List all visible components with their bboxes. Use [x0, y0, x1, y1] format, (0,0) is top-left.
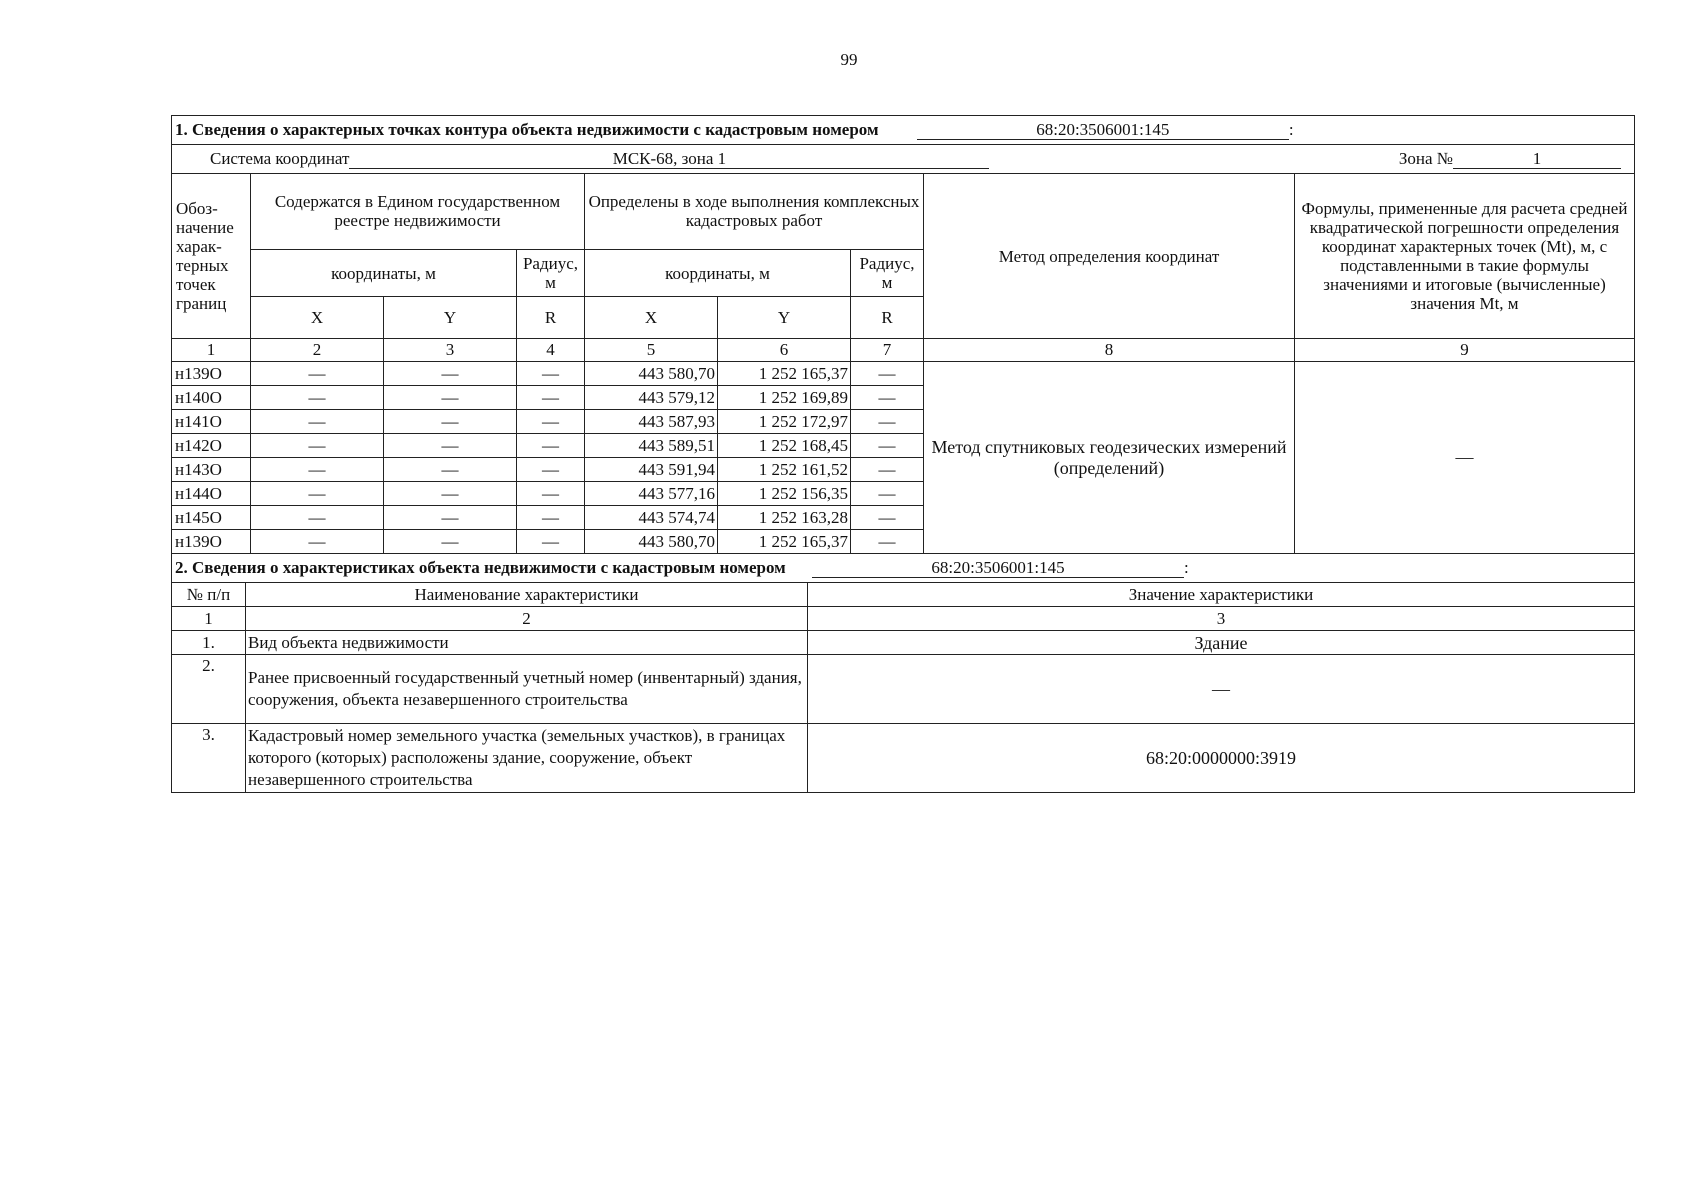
- section2-colon: :: [1184, 558, 1189, 577]
- column-number: 5: [585, 339, 718, 362]
- header-x: X: [585, 297, 718, 339]
- point-x: 443 589,51: [585, 434, 718, 458]
- column-number: 3: [808, 607, 1635, 631]
- column-number: 8: [924, 339, 1295, 362]
- point-name: н145О: [172, 506, 251, 530]
- coord-system-value: МСК-68, зона 1: [349, 150, 989, 169]
- section2-title: 2. Сведения о характеристиках объекта недвижимости с кадастровым номером: [175, 558, 786, 577]
- point-y: 1 252 156,35: [718, 482, 851, 506]
- point-y: 1 252 163,28: [718, 506, 851, 530]
- section1-table: [171, 115, 1635, 554]
- characteristic-value: 68:20:0000000:3919: [808, 724, 1635, 793]
- section2-title-row: [172, 554, 1635, 583]
- header-formulas: Формулы, примененные для расчета средней квадратической погрешности определения координат характерных точек (Mt), м, с подставленными в такие формулы значениями и итоговые (вычисленные) значения Mt, м: [1295, 174, 1635, 339]
- header-egrn-x: X: [251, 297, 384, 339]
- header-coords: координаты, м: [585, 249, 851, 297]
- header-num: № п/п: [172, 583, 246, 607]
- point-name: н141О: [172, 410, 251, 434]
- point-y: 1 252 165,37: [718, 362, 851, 386]
- point-r: —: [851, 434, 924, 458]
- header-determined-group: Определены в ходе выполнения комплексных кадастровых работ: [585, 174, 924, 250]
- point-y: 1 252 172,97: [718, 410, 851, 434]
- point-name: н144О: [172, 482, 251, 506]
- header-r: R: [851, 297, 924, 339]
- row-num: 3.: [172, 724, 246, 793]
- point-x-egrn: —: [251, 434, 384, 458]
- point-x: 443 580,70: [585, 530, 718, 554]
- coord-system-row: [172, 145, 1635, 174]
- section2-cadastral-number: 68:20:3506001:145: [812, 559, 1184, 578]
- header-characteristic-value: Значение характеристики: [808, 583, 1635, 607]
- point-x: 443 577,16: [585, 482, 718, 506]
- point-x-egrn: —: [251, 482, 384, 506]
- formula-value: —: [1295, 362, 1635, 554]
- table-row: [172, 655, 1635, 724]
- point-x-egrn: —: [251, 530, 384, 554]
- point-y-egrn: —: [384, 434, 517, 458]
- point-y-egrn: —: [384, 458, 517, 482]
- characteristic-value: —: [808, 655, 1635, 724]
- table-row: [172, 724, 1635, 793]
- point-x-egrn: —: [251, 506, 384, 530]
- coord-system-label: Система координат: [210, 149, 350, 168]
- point-name: н139О: [172, 530, 251, 554]
- zone: [1399, 149, 1621, 169]
- point-r: —: [851, 482, 924, 506]
- column-number: 1: [172, 339, 251, 362]
- section1-cadastral-number: 68:20:3506001:145: [917, 121, 1289, 140]
- point-r-egrn: —: [517, 410, 585, 434]
- header-method: Метод определения координат: [924, 174, 1295, 339]
- column-number: 9: [1295, 339, 1635, 362]
- point-y-egrn: —: [384, 530, 517, 554]
- header-egrn-coords: координаты, м: [251, 249, 517, 297]
- column-number: 2: [246, 607, 808, 631]
- point-y: 1 252 161,52: [718, 458, 851, 482]
- point-x: 443 579,12: [585, 386, 718, 410]
- point-name: н140О: [172, 386, 251, 410]
- row-num: 2.: [172, 655, 246, 724]
- section1-colon: :: [1288, 120, 1294, 139]
- point-x: 443 587,93: [585, 410, 718, 434]
- point-r-egrn: —: [517, 506, 585, 530]
- point-r-egrn: —: [517, 362, 585, 386]
- column-number: 6: [718, 339, 851, 362]
- point-x: 443 580,70: [585, 362, 718, 386]
- section2-table: [171, 553, 1635, 793]
- characteristic-name: Вид объекта недвижимости: [246, 631, 808, 655]
- point-y-egrn: —: [384, 386, 517, 410]
- header-egrn-radius: Радиус, м: [517, 249, 585, 297]
- header-designation: Обоз-начение харак-терных точек границ: [172, 174, 251, 339]
- table-row: [172, 362, 1635, 386]
- point-r-egrn: —: [517, 530, 585, 554]
- header-egrn-r: R: [517, 297, 585, 339]
- point-r-egrn: —: [517, 482, 585, 506]
- column-number: 2: [251, 339, 384, 362]
- point-x-egrn: —: [251, 458, 384, 482]
- point-y: 1 252 169,89: [718, 386, 851, 410]
- point-x-egrn: —: [251, 362, 384, 386]
- point-x-egrn: —: [251, 386, 384, 410]
- point-x-egrn: —: [251, 410, 384, 434]
- method-value: Метод спутниковых геодезических измерений (определений): [924, 362, 1295, 554]
- column-number: 7: [851, 339, 924, 362]
- header-y: Y: [718, 297, 851, 339]
- cadastral-document: [171, 115, 1634, 793]
- characteristic-value: Здание: [808, 631, 1635, 655]
- point-r-egrn: —: [517, 434, 585, 458]
- column-number: 1: [172, 607, 246, 631]
- section1-title: 1. Сведения о характерных точках контура объекта недвижимости с кадастровым номером: [175, 120, 879, 139]
- point-y: 1 252 168,45: [718, 434, 851, 458]
- point-r: —: [851, 458, 924, 482]
- characteristic-name: Ранее присвоенный государственный учетный номер (инвентарный) здания, сооружения, объекта незавершенного строительства: [246, 655, 808, 724]
- characteristic-name: Кадастровый номер земельного участка (земельных участков), в границах которого (которых) расположены здание, сооружение, объект незавершенного строительства: [246, 724, 808, 793]
- section1-title-row: [172, 116, 1635, 145]
- point-r-egrn: —: [517, 458, 585, 482]
- point-y-egrn: —: [384, 482, 517, 506]
- zone-label: Зона №: [1398, 149, 1453, 168]
- page-number: 99: [840, 50, 858, 69]
- point-x: 443 574,74: [585, 506, 718, 530]
- table-row: [172, 631, 1635, 655]
- point-y-egrn: —: [384, 506, 517, 530]
- header-egrn-group: Содержатся в Едином государственном реестре недвижимости: [251, 174, 585, 250]
- column-number: 3: [384, 339, 517, 362]
- point-r-egrn: —: [517, 386, 585, 410]
- point-r: —: [851, 506, 924, 530]
- column-number: 4: [517, 339, 585, 362]
- zone-value: 1: [1453, 150, 1621, 169]
- point-x: 443 591,94: [585, 458, 718, 482]
- point-y: 1 252 165,37: [718, 530, 851, 554]
- header-characteristic-name: Наименование характеристики: [246, 583, 808, 607]
- row-num: 1.: [172, 631, 246, 655]
- point-name: н139О: [172, 362, 251, 386]
- header-radius: Радиус, м: [851, 249, 924, 297]
- point-r: —: [851, 386, 924, 410]
- header-egrn-y: Y: [384, 297, 517, 339]
- point-r: —: [851, 410, 924, 434]
- point-name: н143О: [172, 458, 251, 482]
- point-name: н142О: [172, 434, 251, 458]
- point-r: —: [851, 530, 924, 554]
- point-y-egrn: —: [384, 410, 517, 434]
- point-y-egrn: —: [384, 362, 517, 386]
- point-r: —: [851, 362, 924, 386]
